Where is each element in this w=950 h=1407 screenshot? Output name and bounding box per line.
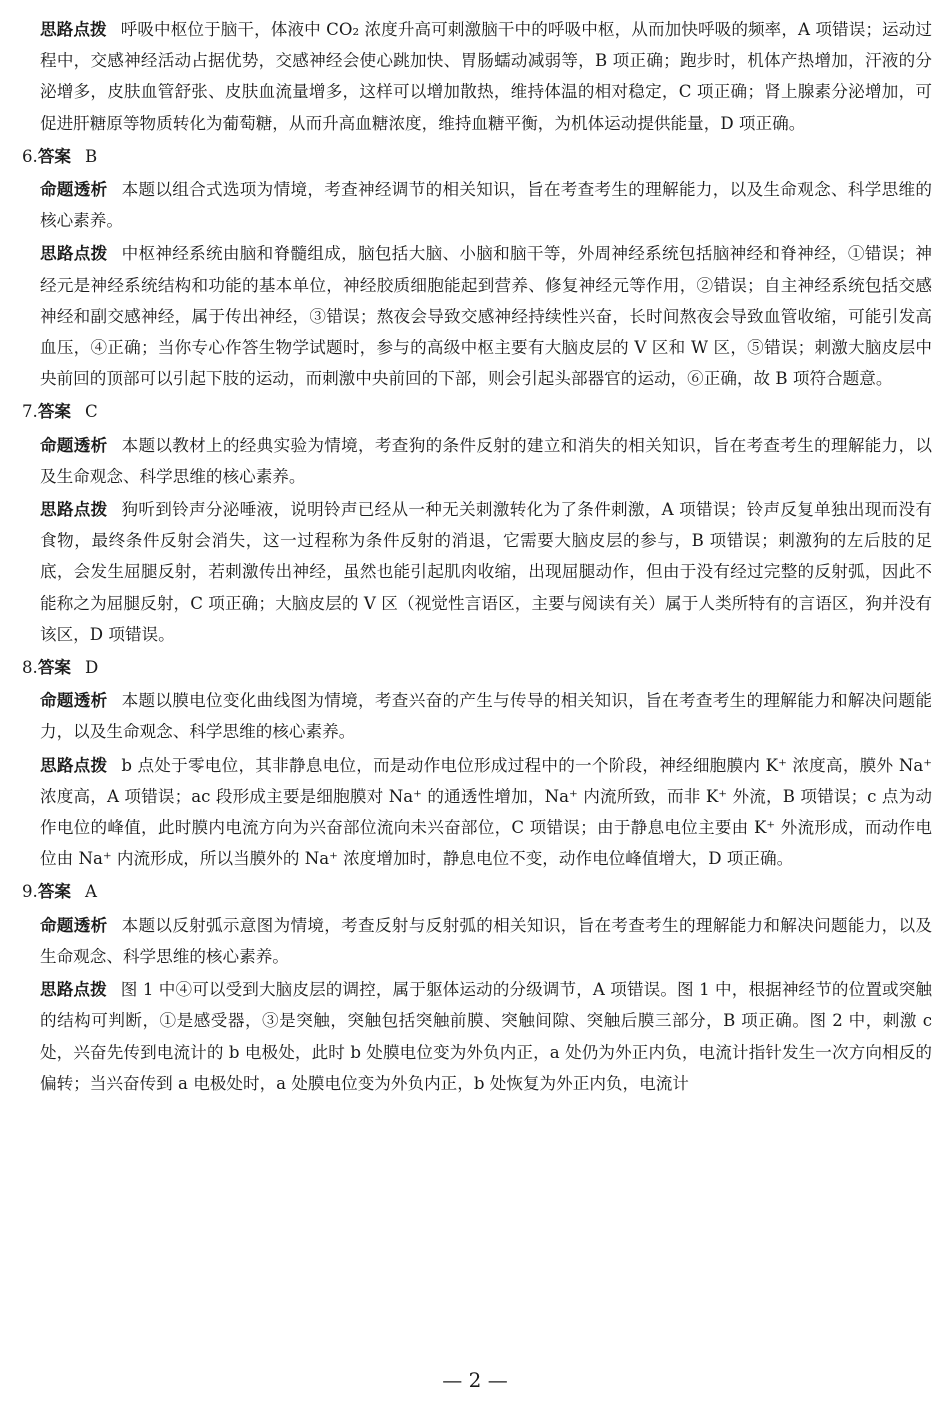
answer-letter: A <box>85 882 98 902</box>
paragraph-text: 本题以教材上的经典实验为情境，考查狗的条件反射的建立和消失的相关知识，旨在考查考生的理解能力，以及生命观念、科学思维的核心素养。 <box>40 435 932 486</box>
paragraph-text: b 点处于零电位，其非静息电位，而是动作电位形成过程中的一个阶段，神经细胞膜内 K⁺ 浓度高，膜外 Na⁺ 浓度高，A 项错误；ac 段形成主要是细胞膜对 Na⁺ 的通透性增加，Na⁺ 内流所致，而非 K⁺ 外流，B 项错误；c 点为动作电位的峰值，此时膜内电流方向为兴奋部位流向未兴奋部位，C 项错误；由于静息电位主要由 K⁺ 外流形成，而动作电位由 Na⁺ 内流形成，所以当膜外的 Na⁺ 浓度增加时，静息电位不变，动作电位峰值增大，D 项正确。 <box>40 755 933 869</box>
answer-label: 答案 <box>37 146 72 166</box>
section-label: 思路点拨 <box>40 20 107 39</box>
section-label: 思路点拨 <box>40 500 108 520</box>
section-label: 思路点拨 <box>40 244 108 264</box>
solution-hint-paragraph <box>40 750 932 875</box>
question-number: 7. <box>22 402 38 422</box>
question-number: 9. <box>22 882 38 902</box>
paragraph-text: 本题以膜电位变化曲线图为情境，考查兴奋的产生与传导的相关知识，旨在考查考生的理解能力和解决问题能力，以及生命观念、科学思维的核心素养。 <box>40 691 932 742</box>
paragraph-text: 图 1 中④可以受到大脑皮层的调控，属于躯体运动的分级调节，A 项错误。图 1 中，根据神经节的位置或突触的结构可判断，①是感受器，③是突触，突触包括突触前膜、突触间隙、突触后膜三部分，B 项正确。图 2 中，刺激 c 处，兴奋先传到电流计的 b 电极处，此时 b 处膜电位变为外负内正，a 处仍为外正内负，电流计指针发生一次方向相反的偏转；当兴奋传到 a 电极处时，a 处膜电位变为外负内正，b 处恢复为外正内负，电流计 <box>40 980 932 1093</box>
solution-hint-paragraph <box>40 238 932 394</box>
paragraph-text: 本题以反射弧示意图为情境，考查反射与反射弧的相关知识，旨在考查考生的理解能力和解决问题能力，以及生命观念、科学思维的核心素养。 <box>40 915 932 966</box>
section-label: 命题透析 <box>40 691 108 711</box>
answer-line <box>22 652 932 683</box>
question-number: 6. <box>22 146 38 166</box>
answer-letter: C <box>85 402 98 422</box>
solution-hint-paragraph <box>40 14 932 139</box>
question-analysis-paragraph <box>40 910 932 972</box>
answer-label: 答案 <box>37 402 72 422</box>
paragraph-text: 呼吸中枢位于脑干，体液中 CO₂ 浓度升高可刺激脑干中的呼吸中枢，从而加快呼吸的频率，A 项错误；运动过程中，交感神经活动占据优势，交感神经会使心跳加快、胃肠蠕动减弱等，B 项正确；跑步时，机体产热增加，汗液的分泌增多，皮肤血管舒张、皮肤血流量增多，这样可以增加散热，维持体温的相对稳定，C 项正确；肾上腺素分泌增加，可促进肝糖原等物质转化为葡萄糖，从而升高血糖浓度，维持血糖平衡，为机体运动提供能量，D 项正确。 <box>40 20 932 133</box>
answer-letter: D <box>85 658 99 678</box>
paragraph-text: 本题以组合式选项为情境，考查神经调节的相关知识，旨在考查考生的理解能力，以及生命观念、科学思维的核心素养。 <box>40 180 932 231</box>
question-analysis-paragraph <box>40 174 932 236</box>
section-label: 命题透析 <box>40 915 108 935</box>
answer-label: 答案 <box>37 882 72 902</box>
page-number: — 2 — <box>442 1368 508 1392</box>
answer-line <box>22 141 932 172</box>
solution-hint-paragraph <box>40 494 932 650</box>
paragraph-text: 狗听到铃声分泌唾液，说明铃声已经从一种无关刺激转化为了条件刺激，A 项错误；铃声反复单独出现而没有食物，最终条件反射会消失，这一过程称为条件反射的消退，它需要大脑皮层的参与，B 项错误；刺激狗的左后肢的足底，会发生屈腿反射，若刺激传出神经，虽然也能引起肌肉收缩，出现屈腿动作，但由于没有经过完整的反射弧，因此不能称之为屈腿反射，C 项正确；大脑皮层的 V 区（视觉性言语区，主要与阅读有关）属于人类所特有的言语区，狗并没有该区，D 项错误。 <box>40 500 932 644</box>
answer-line <box>22 396 932 427</box>
section-label: 思路点拨 <box>40 980 107 1000</box>
question-analysis-paragraph <box>40 430 932 492</box>
section-label: 命题透析 <box>40 180 108 200</box>
solution-hint-paragraph <box>40 974 932 1099</box>
answer-explanations <box>22 14 932 1099</box>
question-number: 8. <box>22 658 38 678</box>
question-analysis-paragraph <box>40 685 932 747</box>
paragraph-text: 中枢神经系统由脑和脊髓组成，脑包括大脑、小脑和脑干等，外周神经系统包括脑神经和脊神经，①错误；神经元是神经系统结构和功能的基本单位，神经胶质细胞能起到营养、修复神经元等作用，②错误；自主神经系统包括交感神经和副交感神经，属于传出神经，③错误；熬夜会导致交感神经持续性兴奋，长时间熬夜会导致血管收缩，可能引发高血压，④正确；当你专心作答生物学试题时，参与的高级中枢主要有大脑皮层的 V 区和 W 区，⑤错误；刺激大脑皮层中央前回的顶部可以引起下肢的运动，而刺激中央前回的下部，则会引起头部器官的运动，⑥正确，故 B 项符合题意。 <box>40 244 932 389</box>
section-label: 命题透析 <box>40 435 108 455</box>
answer-line <box>22 876 932 907</box>
section-label: 思路点拨 <box>40 755 108 775</box>
answer-letter: B <box>85 146 98 166</box>
answer-label: 答案 <box>37 658 72 678</box>
